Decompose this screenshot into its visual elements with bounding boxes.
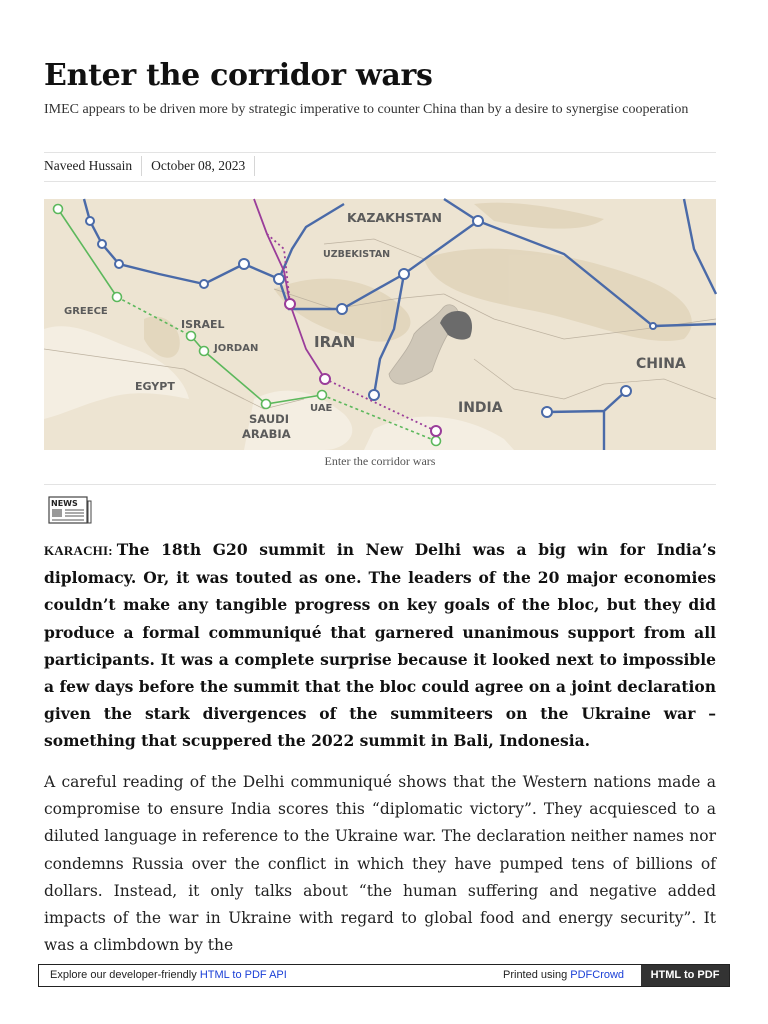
footer-printed-text: Printed using (503, 969, 571, 981)
footer-promo (50, 969, 287, 981)
label-arabia: ARABIA (242, 427, 291, 441)
label-israel: ISRAEL (181, 318, 225, 331)
label-greece: GREECE (64, 306, 108, 317)
label-china: CHINA (636, 356, 686, 372)
lead-paragraph (44, 536, 716, 755)
byline (44, 155, 264, 177)
pdf-footer-bar (38, 964, 730, 987)
label-uae: UAE (310, 403, 333, 414)
divider (44, 484, 716, 485)
label-iran: IRAN (314, 333, 356, 351)
byline-separator (254, 156, 255, 176)
article-title: Enter the corridor wars (44, 58, 433, 93)
byline-separator (141, 156, 142, 176)
divider (44, 181, 716, 182)
news-icon-label: NEWS (51, 499, 78, 508)
label-egypt: EGYPT (135, 380, 175, 393)
corridor-map (44, 199, 716, 450)
body-paragraph: A careful reading of the Delhi communiqué shows that the Western nations made a compromise to ensure India scores this “diplomatic victory”. They acquiesced to a diluted language in reference to the Ukraine war. The declaration neither names nor condemns Russia over the conflict in which they have pumped tens of billions of dollars. Instead, it only talks about “the human suffering and negative added impacts of the war in Ukraine with regard to global food and energy security”. It was a climbdown by the (44, 773, 716, 955)
divider (44, 152, 716, 153)
publish-date: October 08, 2023 (151, 158, 246, 173)
dateline: KARACHI: (44, 543, 113, 558)
footer-promo-text: Explore our developer-friendly (50, 969, 200, 981)
footer-printed-using (503, 969, 624, 981)
html-to-pdf-api-link[interactable]: HTML to PDF API (199, 969, 287, 981)
label-india: INDIA (458, 400, 503, 416)
newspaper-icon (48, 495, 92, 525)
lead-text: The 18th G20 summit in New Delhi was a big win for India’s diplomacy. Or, it was touted as one. The leaders of the 20 major economies couldn’t make any tangible progress on key goals of the bloc, but they did produce a formal communiqué that garnered unanimous support from all participants. It was a complete surprise because it looked next to impossible a few days before the summit that the bloc could agree on a joint declaration given the stark divergences of the summiteers on the Ukraine war – something that scuppered the 2022 summit in Bali, Indonesia. (44, 540, 716, 751)
label-uzbekistan: UZBEKISTAN (323, 249, 391, 260)
article-subtitle: IMEC appears to be driven more by strategic imperative to counter China than by a desire to synergise cooperation (44, 102, 689, 117)
html-to-pdf-button[interactable]: HTML to PDF (641, 965, 729, 986)
label-jordan: JORDAN (214, 343, 259, 354)
label-saudi: SAUDI (249, 412, 289, 426)
image-caption: Enter the corridor wars (324, 454, 436, 468)
pdfcrowd-link[interactable]: PDFCrowd (570, 969, 625, 981)
author-name[interactable]: Naveed Hussain (44, 158, 133, 173)
label-kazakhstan: KAZAKHSTAN (347, 210, 442, 225)
